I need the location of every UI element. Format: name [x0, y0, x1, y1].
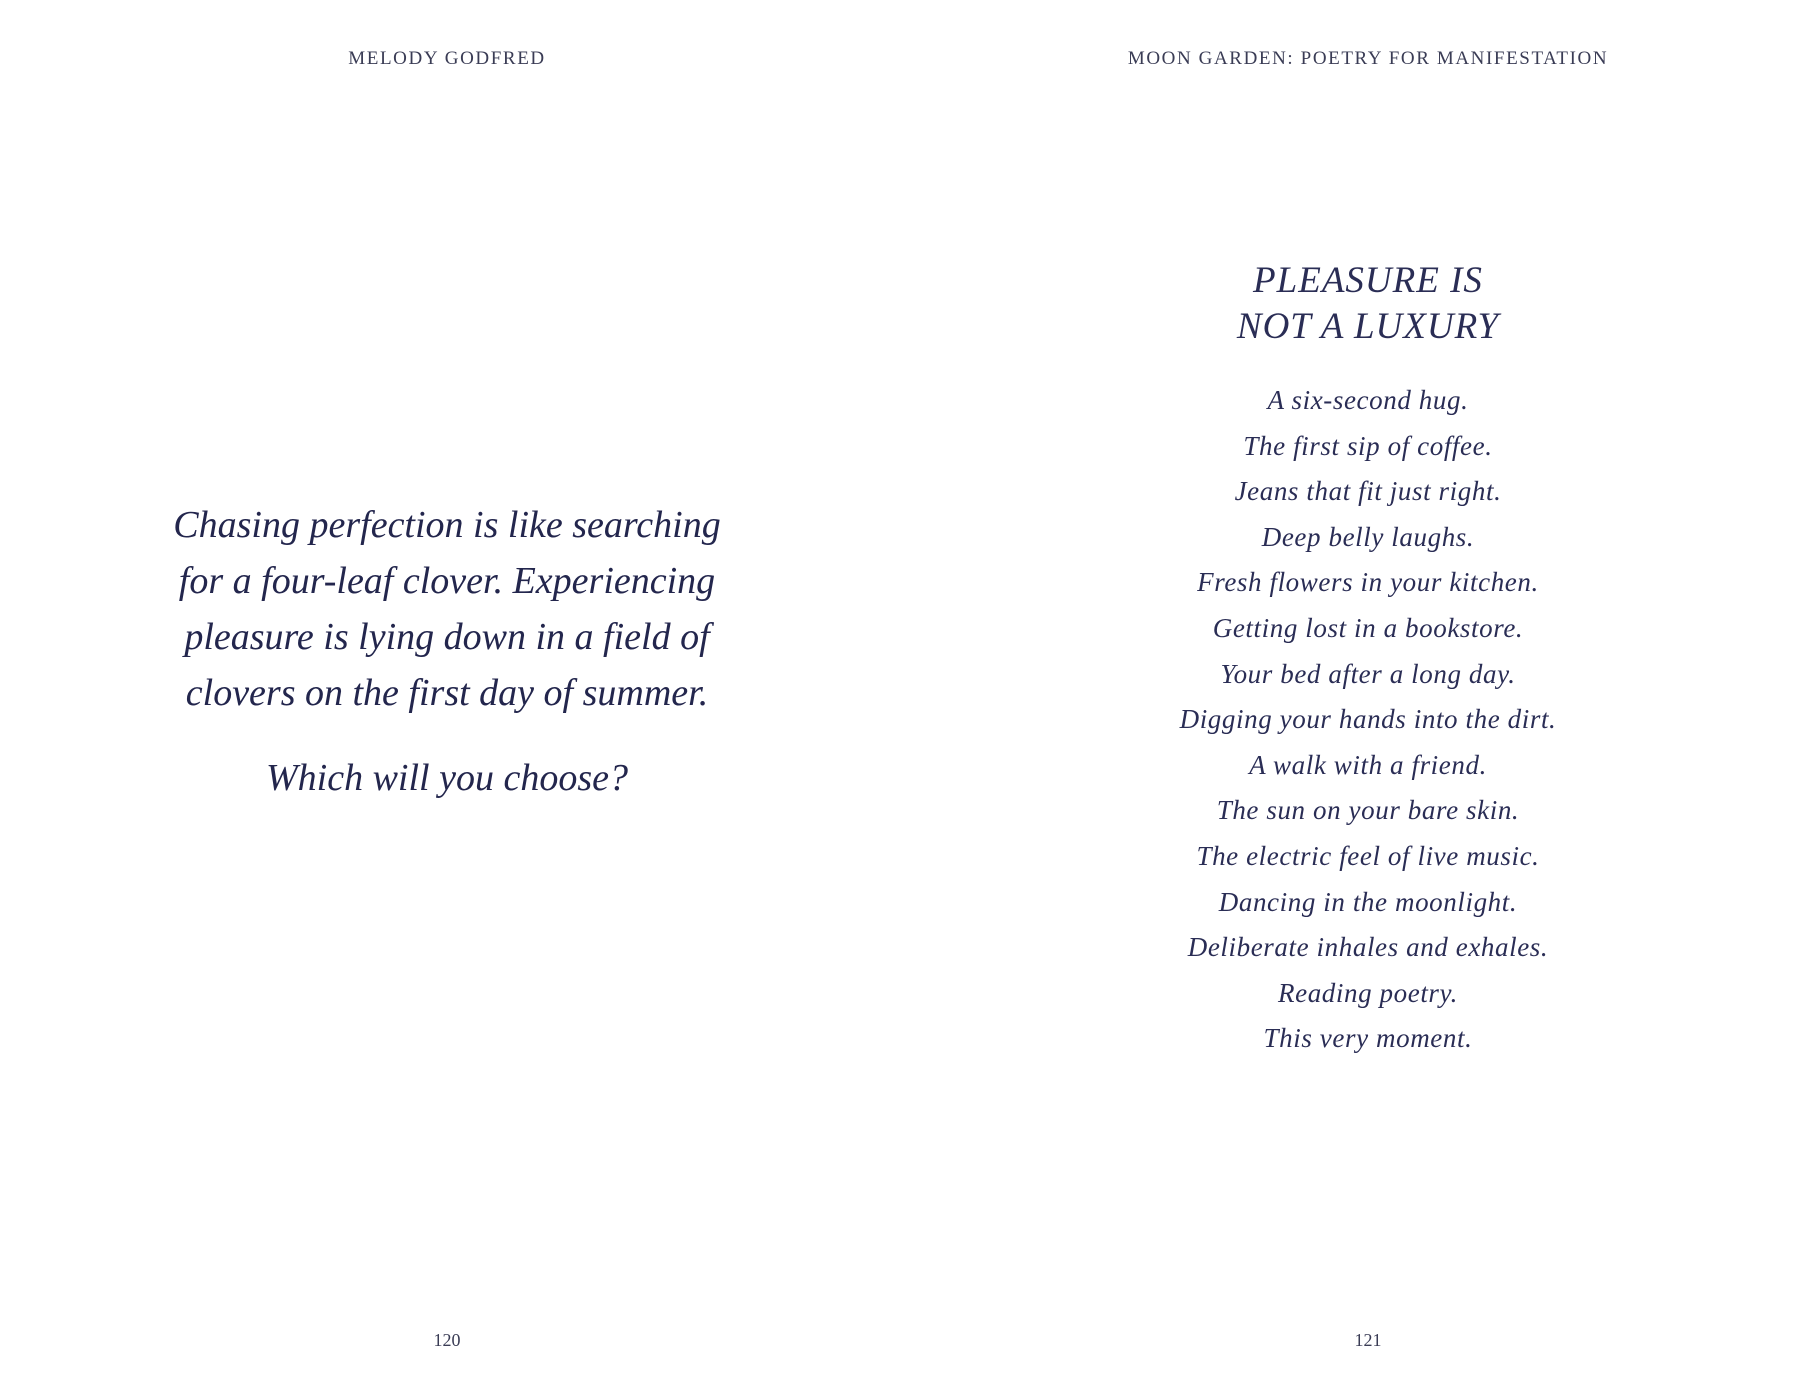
poem-line: The electric feel of live music. [1196, 840, 1540, 871]
poem-line: The sun on your bare skin. [1216, 795, 1520, 826]
quote-line: pleasure is lying down in a field of [184, 616, 710, 658]
poem-line: Fresh flowers in your kitchen. [1197, 567, 1539, 598]
page-number-right: 121 [1354, 1330, 1382, 1350]
quote-question: Which will you choose? [266, 757, 628, 799]
poem-line: Dancing in the moonlight. [1218, 886, 1518, 917]
quote-line: Chasing perfection is like searching [173, 504, 721, 546]
running-head-author: MELODY GODFRED [348, 48, 546, 69]
poem-line: Reading poetry. [1278, 977, 1458, 1008]
poem-body [1180, 378, 1557, 1062]
poem-line: A walk with a friend. [1249, 749, 1487, 780]
right-page [901, 0, 1802, 1396]
poem-line: Jeans that fit just right. [1234, 476, 1502, 507]
poem-line: Deliberate inhales and exhales. [1187, 932, 1549, 963]
poem-line: Deep belly laughs. [1261, 521, 1475, 552]
poem-title [1237, 258, 1499, 350]
quote-line: for a four-leaf clover. Experiencing [178, 560, 716, 602]
running-head-book-title: MOON GARDEN: POETRY FOR MANIFESTATION [1127, 48, 1609, 69]
poem-title-line: NOT A LUXURY [1236, 306, 1500, 347]
poem-line: Your bed after a long day. [1220, 658, 1516, 689]
page-number-left: 120 [433, 1330, 461, 1350]
poem-line: Getting lost in a bookstore. [1212, 612, 1524, 643]
poem-title-line: PLEASURE IS [1253, 260, 1483, 301]
poem-line: A six-second hug. [1267, 385, 1469, 415]
poem-line: This very moment. [1263, 1023, 1473, 1054]
poem-line: Digging your hands into the dirt. [1179, 704, 1557, 735]
quote-block [167, 497, 727, 806]
poem-line: The first sip of coffee. [1243, 430, 1493, 461]
quote-line: clovers on the first day of summer. [185, 672, 709, 714]
